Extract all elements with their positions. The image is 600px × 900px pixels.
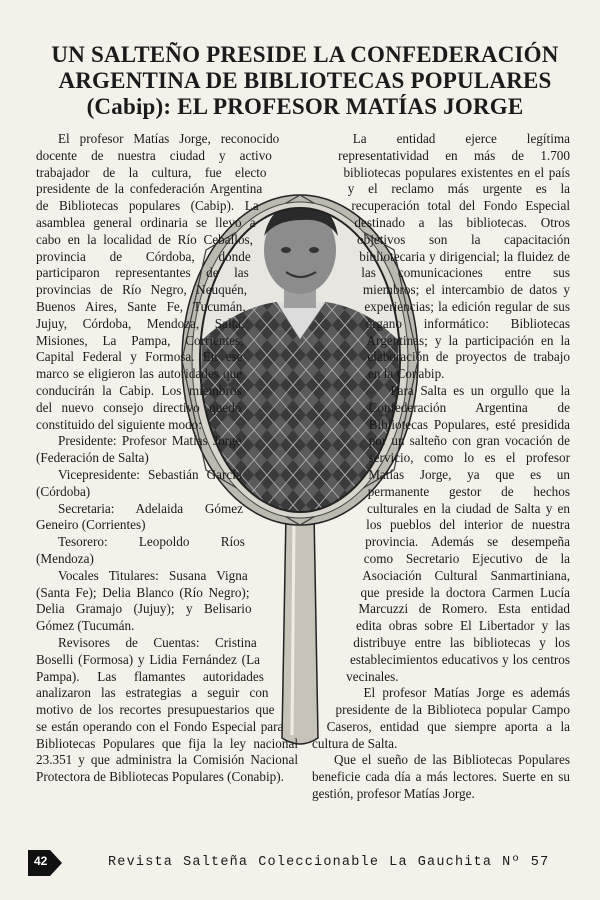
magazine-word: Nº xyxy=(502,855,521,870)
board-vocales: Vocales Titulares: Susana Vigna (Santa Fe); Delia Blanco (Río Negro); Delia Gramajo (Jujuy); y Belisario Gómez (Tucumán. xyxy=(36,567,252,634)
board-secretary: Secretaria: Adelaida Gómez Geneiro (Corrientes) xyxy=(36,500,243,533)
left-column xyxy=(36,131,298,786)
title-line-1: UN SALTEÑO PRESIDE LA CONFEDERACIÓN xyxy=(51,42,559,67)
board-vice: Vicepresidente: Sebastián García (Córdoba) xyxy=(36,466,242,499)
page-number: 42 xyxy=(34,854,48,868)
magazine-name xyxy=(108,855,559,870)
board-president: Presidente: Profesor Matías Jorge (Federación de Salta) xyxy=(36,433,242,466)
page-footer xyxy=(0,850,600,880)
title-line-2: ARGENTINA DE BIBLIOTECAS POPULARES xyxy=(58,68,552,93)
magazine-word: Coleccionable xyxy=(258,855,380,870)
article-title xyxy=(40,42,570,120)
right-column xyxy=(312,131,570,803)
magazine-word: La xyxy=(389,855,408,870)
right-paragraph-2: Para Salta es un orgullo que la Confederación Argentina de Bibliotecas Populares, esté presidida por un salteño con gran vocación de servicio, como lo es el profesor Matías Jorge, ya que es un permanente gestor de hechos culturales en la ciudad de Salta y en los pueblos del interior de nuestra provincia. Además se desempeña como Secretario Ejecutivo de la Asociación Cultural Sanmartiniana, que preside la doctora Carmen Lucía Marcuzzi de Romero. Esta entidad edita obras sobre El Libertador y las distribuye entre las bibliotecas y los establecimientos educativos y los centros vecinales. xyxy=(346,382,570,684)
board-treasurer: Tesorero: Leopoldo Ríos (Mendoza) xyxy=(36,534,245,566)
board-revisores: Revisores de Cuentas: Cristina Boselli (Formosa) y Lidia Fernández (La Pampa). Las flamantes autoridades analizaron las estrategias a seguir con motivo de los recortes presupuestarios que se están operando con el Fondo Especial para Bibliotecas Populares que fija la ley nacional 23.351 y que administra la Comisión Nacional Protectora de Bibliotecas Populares (Conabip). xyxy=(36,634,298,785)
right-paragraph-1: La entidad ejerce legítima representatividad en más de 1.700 bibliotecas populares existentes en el país y el reclamo más urgente es la recuperación total del Fondo Especial destinado a las bibliotecas. Otros objetivos son la capacitación bibliotecaria y dirigencial; la fluidez de las comunicaciones entre sus miembros; el intercambio de datos y experiencias; la edición regular de sus órgano informático: Bibliotecas Argentinas; y la participación en la elaboración de proyectos de trabajo en la Conabip. xyxy=(338,131,570,382)
right-paragraph-3: El profesor Matías Jorge es además presidente de la Biblioteca popular Campo Caseros, entidad que siempre aporta a la cultura de Salta. xyxy=(312,685,570,751)
left-paragraph-intro: El profesor Matías Jorge, reconocido docente de nuestra ciudad y activo trabajador de la cultura, fue electo presidente de la confederación Argentina de Bibliotecas populares (Cabip). La asamblea general ordinaria se llevó a cabo en la localidad de Río Ceballos, provincia de Córdoba, donde participaron representantes de las provincias de Río Negro, Neuquén, Buenos Aires, Sante Fe, Tucumán, Jujuy, Córdoba, Mendoza, Salta, Misiones, La Pampa, Corrientes, Capital Federal y Formosa. En ese marco se eligieron las autoridades que conducirán la Cabip. Los miembros del nuevo consejo directivo quedó constituido del siguiente modo: xyxy=(36,131,280,432)
title-line-3: (Cabip): EL PROFESOR MATÍAS JORGE xyxy=(86,94,524,119)
magazine-word: Salteña xyxy=(183,855,249,870)
magazine-word: Revista xyxy=(108,855,174,870)
right-paragraph-4: Que el sueño de las Bibliotecas Populares beneficie cada día a más lectores. Suerte en su gestión, profesor Matías Jorge. xyxy=(312,752,570,802)
magazine-word: Gauchita xyxy=(417,855,493,870)
magazine-word: 57 xyxy=(530,855,550,870)
